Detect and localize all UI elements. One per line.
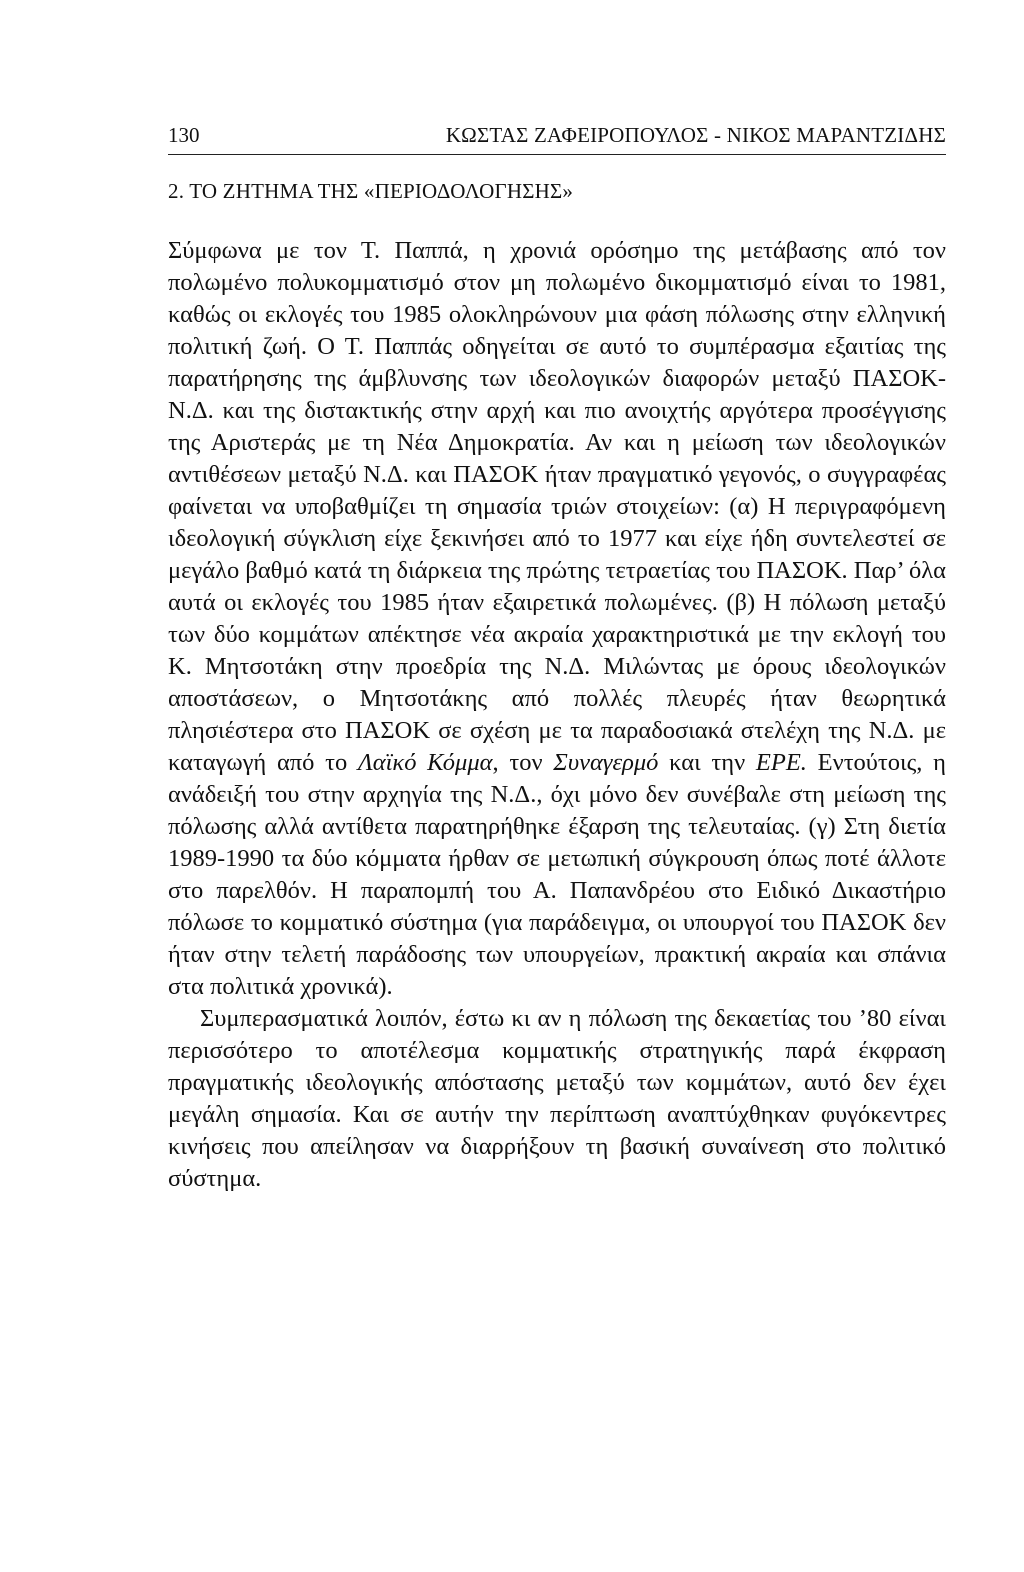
running-header (168, 122, 946, 155)
italic-laiko-komma: Λαϊκό Κόμμα (357, 749, 493, 776)
running-title: ΚΩΣΤΑΣ ΖΑΦΕΙΡΟΠΟΥΛΟΣ - ΝΙΚΟΣ ΜΑΡΑΝΤΖΙΔΗΣ (445, 123, 946, 147)
section-heading: 2. ΤΟ ΖΗΤΗΜΑ ΤΗΣ «ΠΕΡΙΟΔΟΛΟΓΗΣΗΣ» (168, 179, 574, 203)
paragraph-1-text-d: Εντούτοις, η ανάδειξή του στην αρχηγία της Ν.Δ., όχι μόνο δεν συνέβαλε στη μείωση της πόλωσης αλλά αντίθετα παρατηρήθηκε έξαρση της τελευταίας. (γ) Στη διετία 1989-1990 τα δύο κόμματα ήρθαν σε μετωπική σύγκρουση όπως ποτέ άλλοτε στο παρελθόν. Η παραπομπή του Α. Παπανδρέου στο Ειδικό Δικαστήριο πόλωσε το κομματικό σύστημα (για παράδειγμα, οι υπουργοί του ΠΑΣΟΚ δεν ήταν στην τελετή παράδοσης των υπουργείων, πρακτική ακραία και σπάνια στα πολιτικά χρονικά). (168, 749, 946, 1000)
paragraph-1-text-a: Σύμφωνα με τον Τ. Παππά, η χρονιά ορόσημο της μετάβασης από τον πολωμένο πολυκομματισμό στον μη πολωμένο δικομματισμό είναι το 1981, καθώς οι εκλογές του 1985 ολοκληρώνουν μια φάση πόλωσης στην ελληνική πολιτική ζωή. Ο Τ. Παππάς οδηγείται σε αυτό το συμπέρασμα εξαιτίας της παρατήρησης της άμβλυνσης των ιδεολογικών διαφορών μεταξύ ΠΑΣΟΚ-Ν.Δ. και της διστακτικής στην αρχή και πιο ανοιχτής αργότερα προσέγγισης της Αριστεράς με τη Νέα Δημοκρατία. Αν και η μείωση των ιδεολογικών αντιθέσεων μεταξύ Ν.Δ. και ΠΑΣΟΚ ήταν πραγματικό γεγονός, ο συγγραφέας φαίνεται να υποβαθμίζει τη σημασία τριών στοιχείων: (α) Η περιγραφόμενη ιδεολογική σύγκλιση είχε ξεκινήσει από το 1977 και είχε ήδη συντελεστεί σε μεγάλο βαθμό κατά τη διάρκεια της πρώτης τετραετίας του ΠΑΣΟΚ. Παρ’ όλα αυτά οι εκλογές του 1985 ήταν εξαιρετικά πολωμένες. (β) Η πόλωση μεταξύ των δύο κομμάτων απέκτησε νέα ακραία χαρακτηριστικά με την εκλογή του Κ. Μητσοτάκη στην προεδρία της Ν.Δ. Μιλώντας με όρους ιδεολογικών αποστάσεων, ο Μητσοτάκης από πολλές πλευρές ήταν θεωρητικά πλησιέστερα στο ΠΑΣΟΚ σε σχέση με τα παραδοσιακά στελέχη της Ν.Δ. με καταγωγή από το (168, 237, 946, 776)
page-number: 130 (168, 123, 200, 147)
paragraph-1 (168, 235, 946, 1003)
paragraph-1-text-b: , τον (492, 749, 554, 776)
paragraph-2: Συμπερασματικά λοιπόν, έστω κι αν η πόλωση της δεκαετίας του ’80 είναι περισσότερο το αποτέλεσμα κομματικής στρατηγικής παρά έκφραση πραγματικής ιδεολογικής απόστασης μεταξύ των κομμάτων, αυτό δεν έχει μεγάλη σημασία. Και σε αυτήν την περίπτωση αναπτύχθηκαν φυγόκεντρες κινήσεις που απείλησαν να διαρρήξουν τη βασική συναίνεση στο πολιτικό σύστημα. (168, 1005, 946, 1192)
body-text (168, 235, 946, 1195)
italic-ere: ΕΡΕ. (755, 749, 807, 776)
paragraph-1-text-c: και την (658, 749, 756, 776)
italic-synagermos: Συναγερμό (553, 749, 659, 776)
